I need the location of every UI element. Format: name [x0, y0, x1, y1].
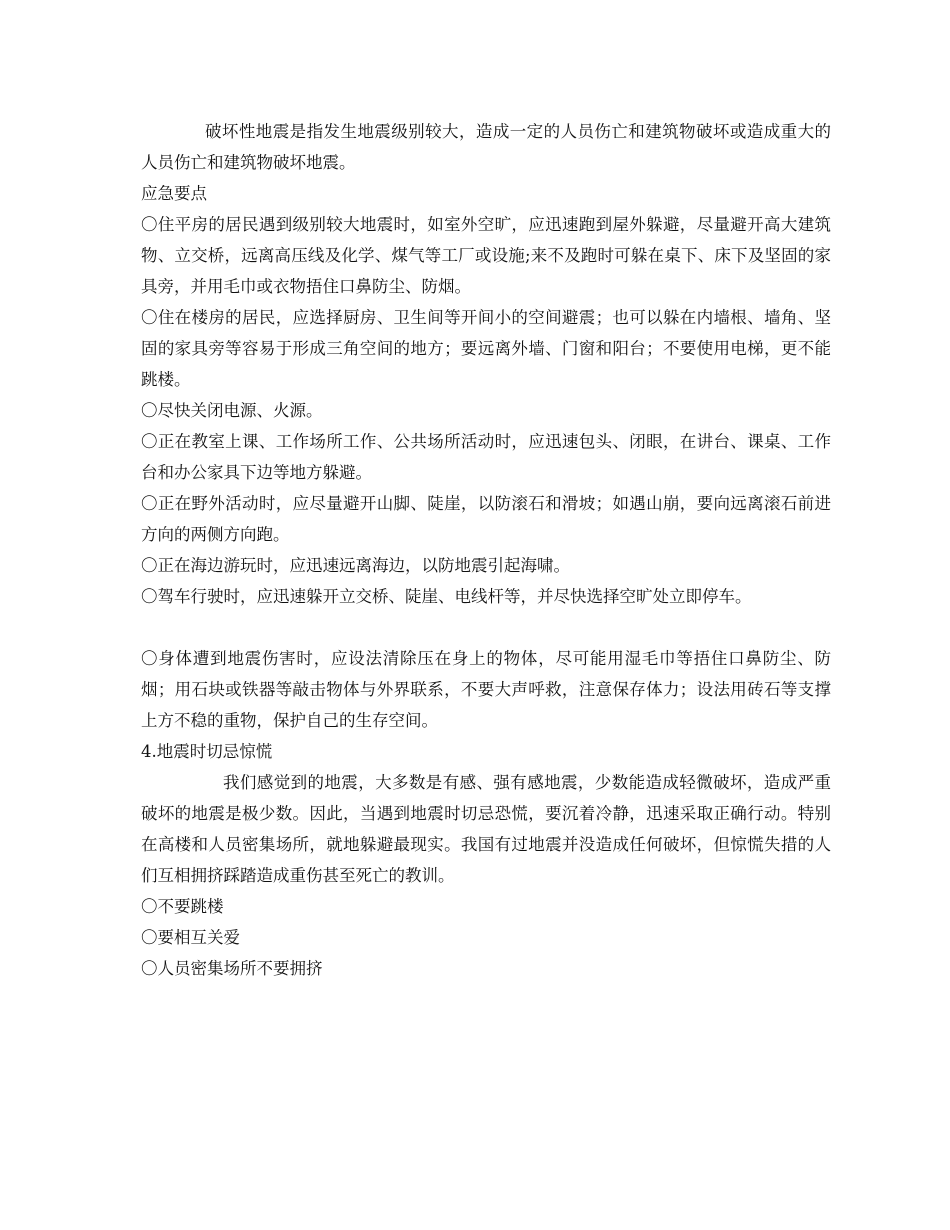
paragraph-gap	[141, 612, 831, 643]
section-heading: 应急要点	[141, 184, 207, 203]
list-item: 〇身体遭到地震伤害时，应设法清除压在身上的物体，尽可能用湿毛巾等捂住口鼻防尘、防烟；用石块或铁器等敲击物体与外界联系，不要大声呼救，注意保存体力；设法用砖石等支撑上方不稳的重物，保护自己的生存空间。	[141, 649, 831, 730]
list-item: 〇住平房的居民遇到级别较大地震时，如室外空旷，应迅速跑到屋外躲避，尽量避开高大建筑物、立交桥，远离高压线及化学、煤气等工厂或设施;来不及跑时可躲在桌下、床下及坚固的家具旁，并用毛巾或衣物捂住口鼻防尘、防烟。	[141, 215, 831, 296]
body-paragraph: 我们感觉到的地震，大多数是有感、强有感地震，少数能造成轻微破坏，造成严重破坏的地震是极少数。因此，当遇到地震时切忌恐慌，要沉着冷静，迅速采取正确行动。特别在高楼和人员密集场所，就地躲避最现实。我国有过地震并没造成任何破坏，但惊慌失措的人们互相拥挤踩踏造成重伤甚至死亡的教训。	[141, 773, 831, 885]
list-item: 〇尽快关闭电源、火源。	[141, 401, 323, 420]
subheading: 4.地震时切忌惊慌	[141, 742, 273, 761]
list-item: 〇正在海边游玩时，应迅速远离海边，以防地震引起海啸。	[141, 556, 570, 575]
list-item: 〇要相互关爱	[141, 928, 240, 947]
list-item: 〇驾车行驶时，应迅速躲开立交桥、陡崖、电线杆等，并尽快选择空旷处立即停车。	[141, 587, 752, 606]
list-item: 〇住在楼房的居民，应选择厨房、卫生间等开间小的空间避震；也可以躲在内墙根、墙角、坚固的家具旁等容易于形成三角空间的地方；要远离外墙、门窗和阳台；不要使用电梯，更不能跳楼。	[141, 308, 831, 389]
intro-paragraph: 破坏性地震是指发生地震级别较大，造成一定的人员伤亡和建筑物破坏或造成重大的人员伤亡和建筑物破坏地震。	[141, 122, 831, 172]
list-item: 〇正在野外活动时，应尽量避开山脚、陡崖，以防滚石和滑坡；如遇山崩，要向远离滚石前进方向的两侧方向跑。	[141, 494, 831, 544]
list-item: 〇人员密集场所不要拥挤	[141, 959, 323, 978]
list-item: 〇正在教室上课、工作场所工作、公共场所活动时，应迅速包头、闭眼，在讲台、课桌、工作台和办公家具下边等地方躲避。	[141, 432, 831, 482]
list-item: 〇不要跳楼	[141, 897, 224, 916]
document-body	[141, 116, 831, 984]
